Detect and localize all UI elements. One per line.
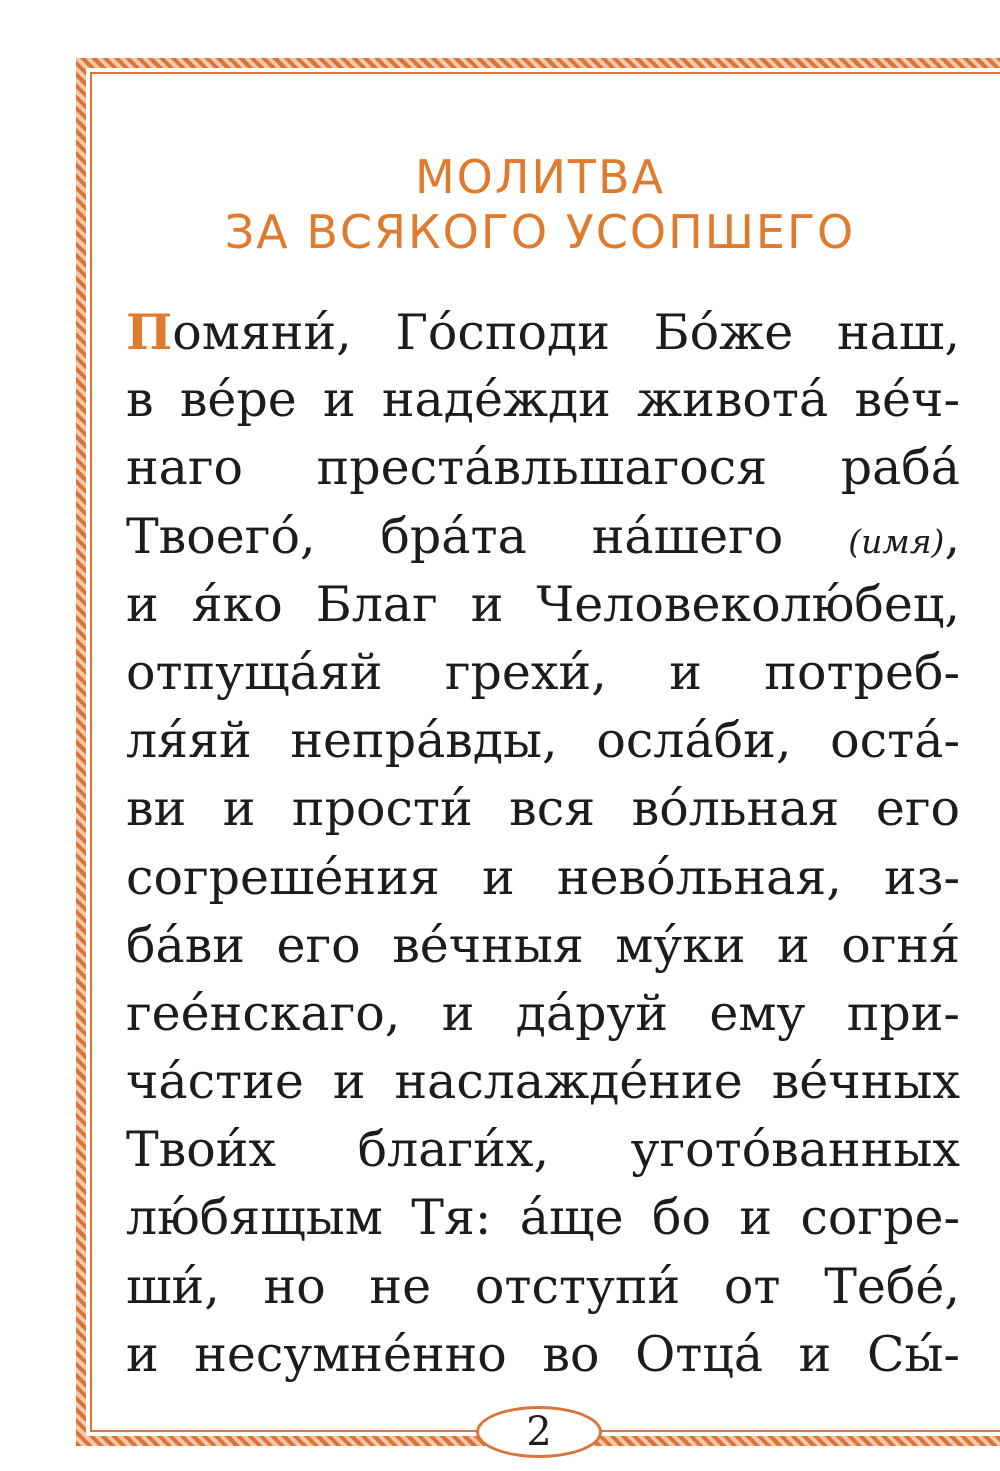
prayer-line: гее́нскаго, и да́руй ему при- (126, 984, 960, 1042)
title-line-2: ЗА ВСЯКОГО УСОПШЕГО (224, 205, 856, 259)
prayer-line: ши́, но не отступи́ от Тебе́, (126, 1257, 960, 1315)
drop-cap: П (126, 303, 173, 361)
prayer-line: ви и прости́ вся во́льная его (126, 780, 960, 838)
title-line-1: МОЛИТВА (414, 150, 666, 204)
prayer-line: наго преста́вльшагося раба́ (126, 439, 960, 497)
prayer-line: лю́бящым Тя: а́ще бо и согре- (126, 1189, 960, 1247)
prayer-line: и несумне́нно во Отца́ и Сы́- (126, 1325, 960, 1383)
prayer-line: Помяни́, Го́споди Бо́же наш, (126, 303, 960, 361)
prayer-line: и я́ко Благ и Человеколю́бец, (126, 575, 960, 633)
prayer-line: Твои́х благи́х, угото́ванных (126, 1121, 960, 1179)
prayer-line: Твоего́, бра́та на́шего (имя), (126, 507, 961, 565)
prayer-line: ба́ви его ве́чныя му́ки и огня́ (126, 916, 960, 974)
prayer-text (126, 298, 960, 1389)
prayer-line: отпуща́яй грехи́, и потреб- (126, 643, 960, 701)
prayer-line: согреше́ния и нево́льная, из- (126, 848, 960, 906)
name-placeholder-note: (имя) (848, 521, 945, 561)
page-number: 2 (526, 1409, 552, 1455)
prayer-line: в ве́ре и наде́жди живота́ ве́ч- (126, 371, 960, 429)
prayer-line: ля́яй непра́вды, осла́би, оста́- (126, 712, 960, 770)
prayer-line: ча́стие и наслажде́ние ве́чных (126, 1053, 960, 1111)
